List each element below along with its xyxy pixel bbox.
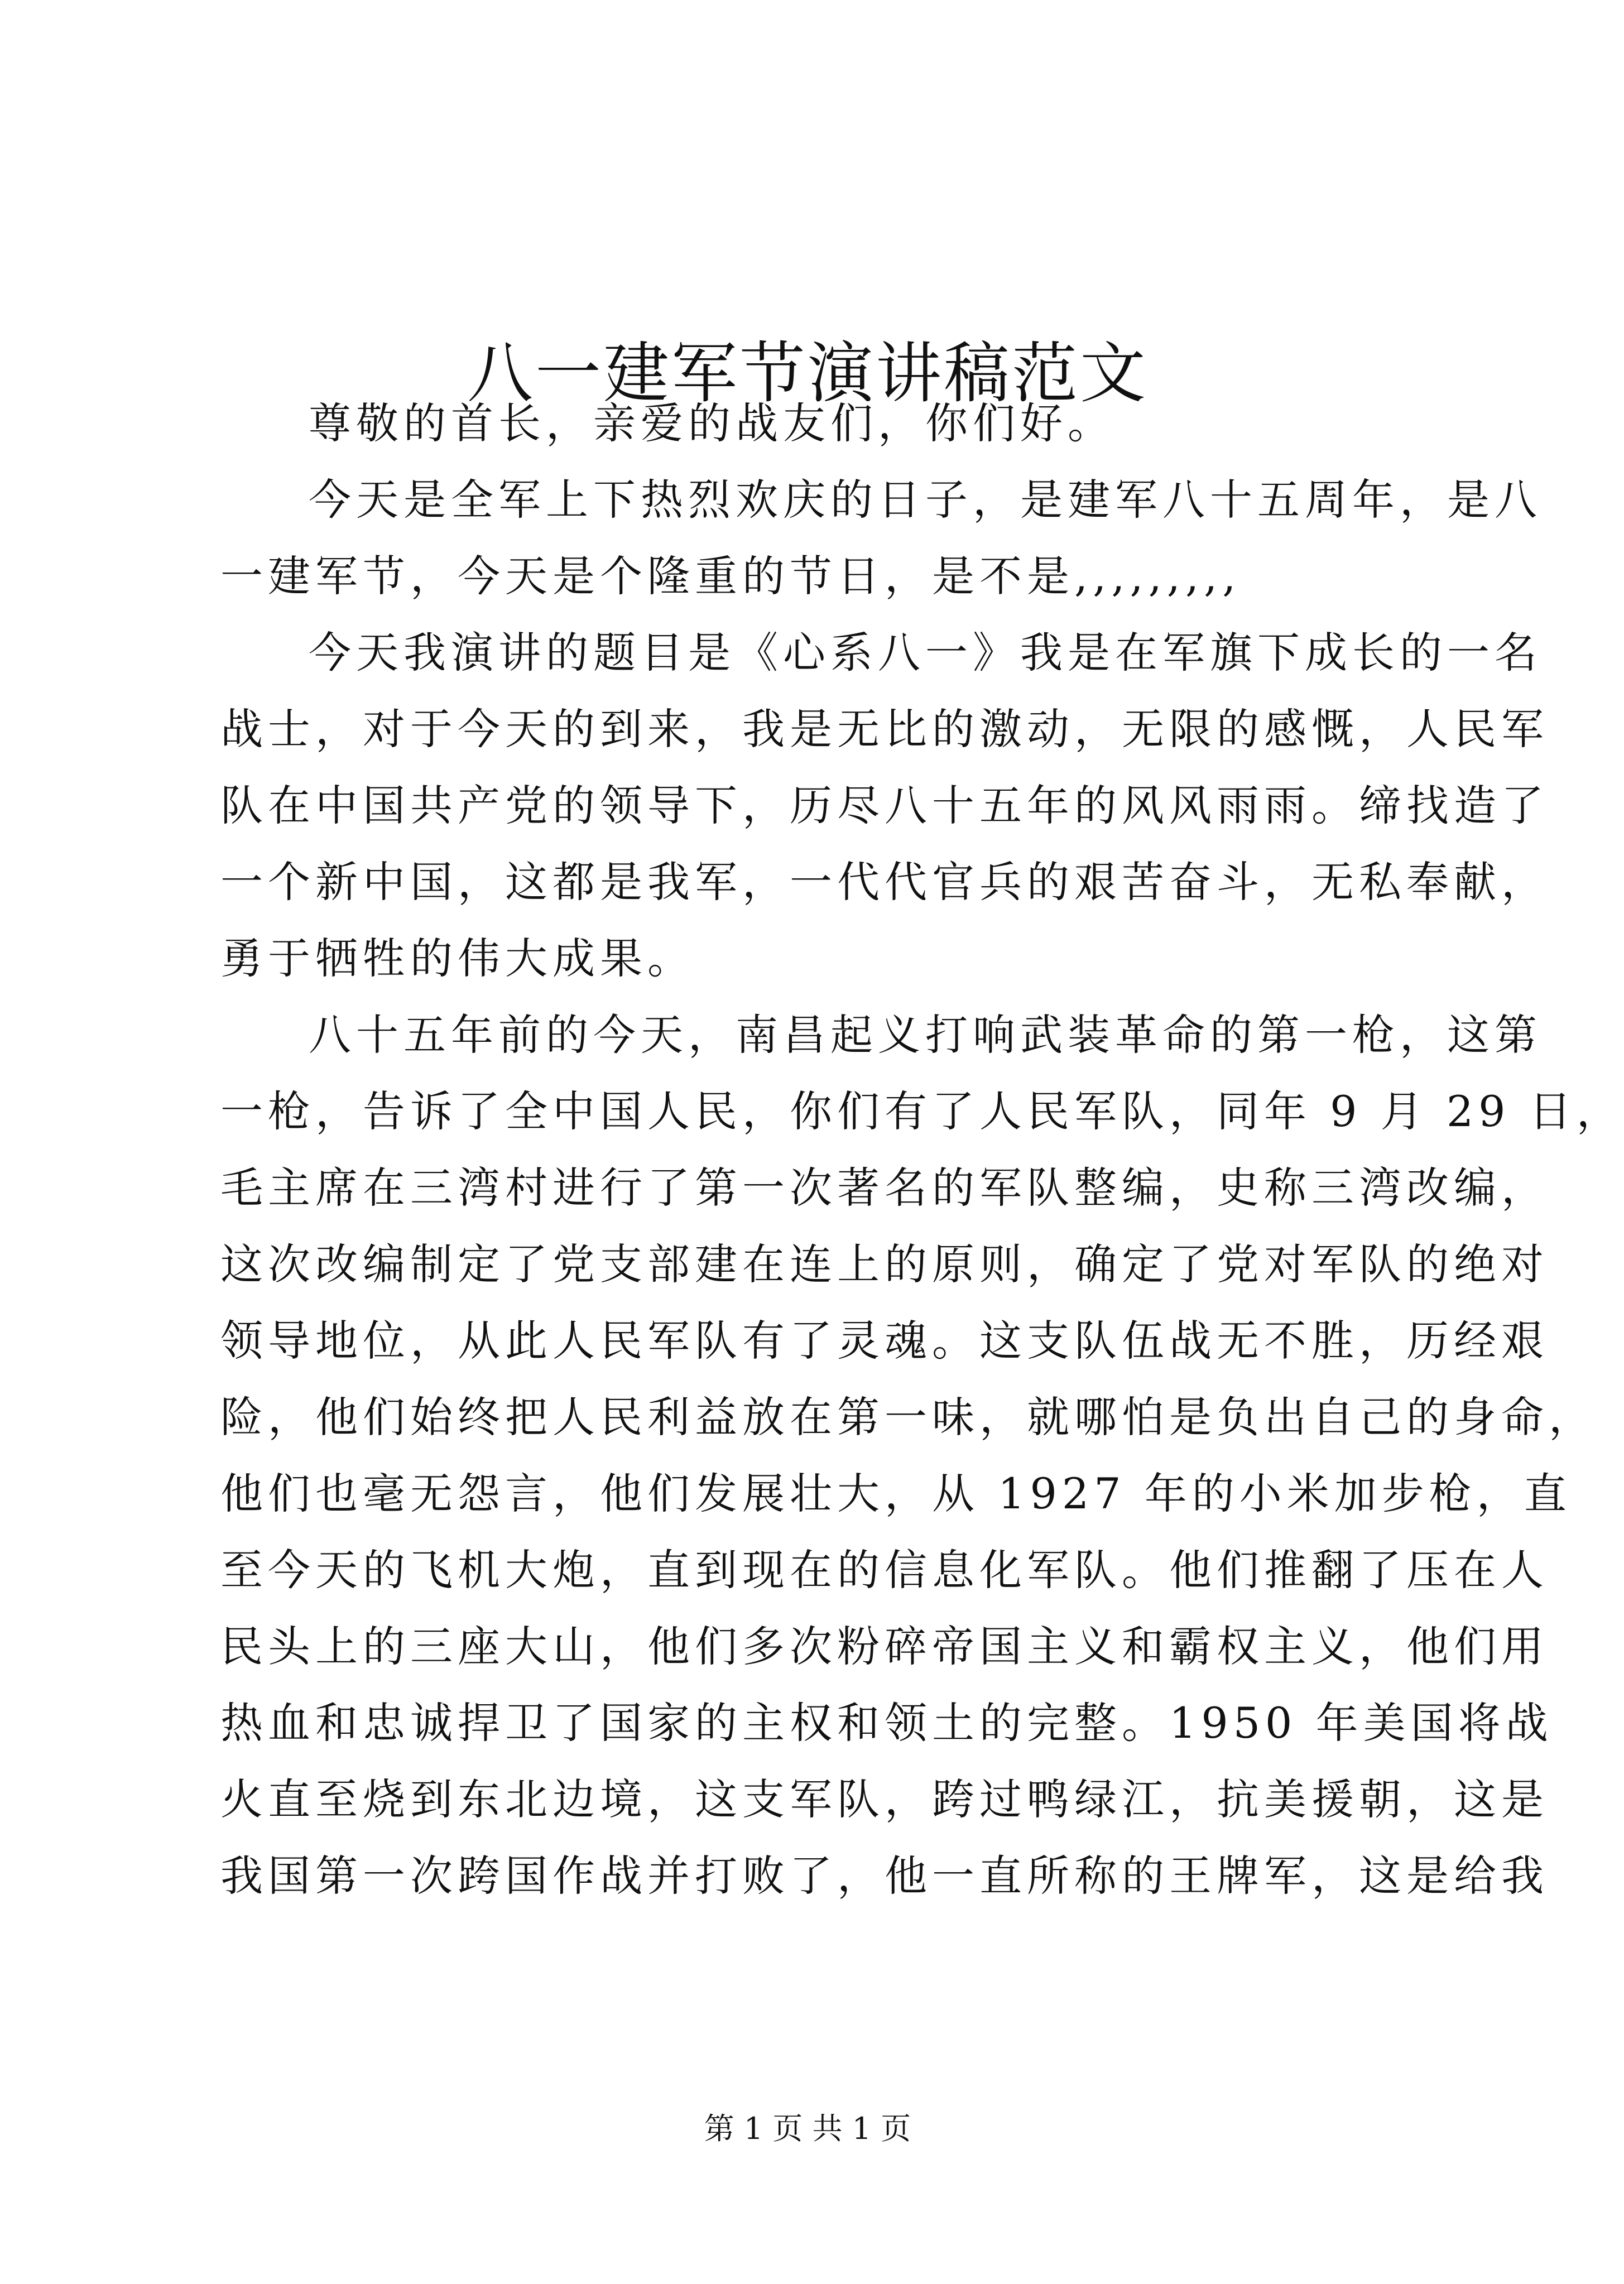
paragraph-line: 勇于牺牲的伟大成果。 xyxy=(220,934,695,983)
paragraph-line: 这次改编制定了党支部建在连上的原则，确定了党对军队的绝对 xyxy=(220,1239,1549,1289)
paragraph-line: 战士，对于今天的到来，我是无比的激动，无限的感慨，人民军 xyxy=(220,704,1549,754)
paragraph-line: 他们也毫无怨言，他们发展壮大，从 1927 年的小米加步枪，直 xyxy=(220,1469,1572,1518)
paragraph-line: 领导地位，从此人民军队有了灵魂。这支队伍战无不胜，历经艰 xyxy=(220,1316,1549,1365)
paragraph-line: 一建军节，今天是个隆重的节日，是不是,,,,,,,,, xyxy=(220,551,1241,601)
paragraph-line: 队在中国共产党的领导下，历尽八十五年的风风雨雨。缔找造了 xyxy=(220,781,1549,830)
paragraph-line: 一枪，告诉了全中国人民，你们有了人民军队，同年 9 月 29 日， xyxy=(220,1086,1624,1136)
paragraph-line: 今天我演讲的题目是《心系八一》我是在军旗下成长的一名 xyxy=(309,628,1542,677)
paragraph-line: 我国第一次跨国作战并打败了，他一直所称的王牌军，这是给我 xyxy=(220,1851,1549,1901)
paragraph-line: 一个新中国，这都是我军，一代代官兵的艰苦奋斗，无私奉献， xyxy=(220,857,1549,907)
paragraph-line: 八十五年前的今天，南昌起义打响武装革命的第一枪，这第 xyxy=(309,1010,1542,1060)
paragraph-line: 火直至烧到东北边境，这支军队，跨过鸭绿江，抗美援朝，这是 xyxy=(220,1775,1549,1824)
paragraph-line: 今天是全军上下热烈欢庆的日子，是建军八十五周年，是八 xyxy=(309,475,1542,525)
paragraph-line: 险，他们始终把人民利益放在第一味，就哪怕是负出自己的身命， xyxy=(220,1392,1596,1442)
document-body xyxy=(220,385,1624,1914)
page-footer: 第 1 页 共 1 页 xyxy=(704,2111,911,2146)
paragraph-line: 民头上的三座大山，他们多次粉碎帝国主义和霸权主义，他们用 xyxy=(220,1622,1549,1671)
paragraph-line: 尊敬的首长，亲爱的战友们，你们好。 xyxy=(309,398,1115,448)
document-title: 八一建军节演讲稿范文 xyxy=(467,335,1148,412)
paragraph-line: 毛主席在三湾村进行了第一次著名的军队整编，史称三湾改编， xyxy=(220,1163,1549,1213)
paragraph-line: 热血和忠诚捍卫了国家的主权和领土的完整。1950 年美国将战 xyxy=(220,1698,1553,1748)
paragraph-line: 至今天的飞机大炮，直到现在的信息化军队。他们推翻了压在人 xyxy=(220,1545,1549,1595)
